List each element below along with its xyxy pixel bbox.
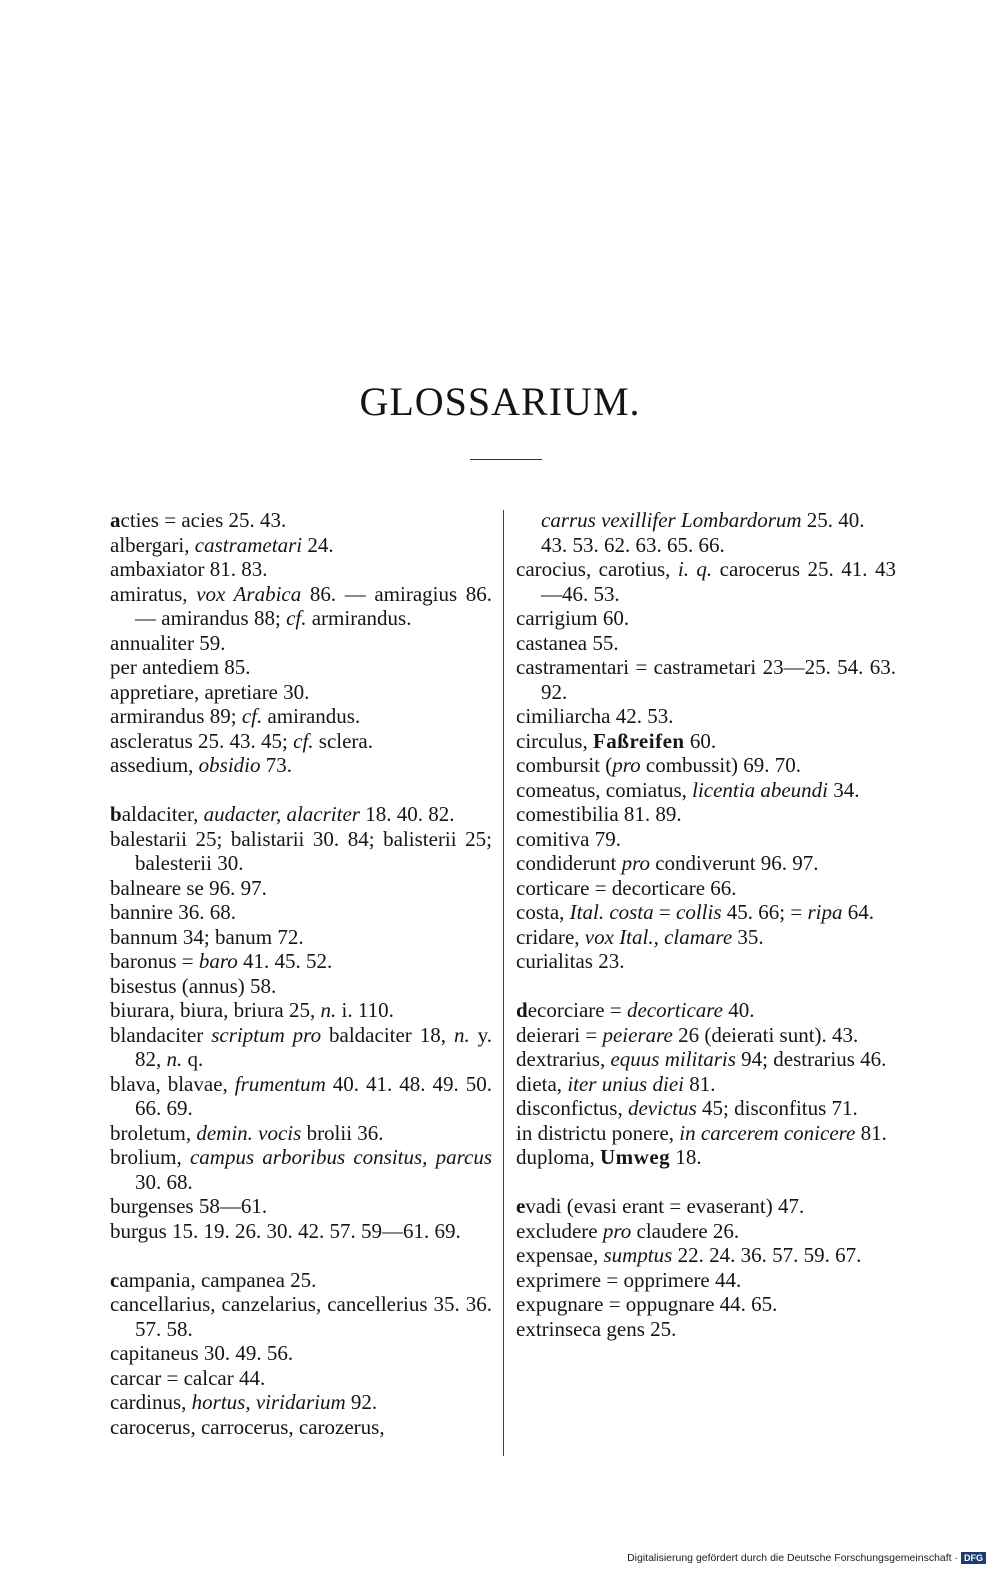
entry-text: carrigium 60. <box>516 606 630 630</box>
italic-gloss: frumentum <box>234 1071 326 1096</box>
entry-text: burgenses 58—61. <box>110 1194 268 1218</box>
entry-text: claudere 26. <box>631 1218 740 1243</box>
entry-text: cimiliarcha 42. 53. <box>516 704 674 728</box>
entry-text: 18. 40. 82. <box>359 802 455 826</box>
entry-text: duploma, <box>516 1145 600 1169</box>
italic-gloss: collis <box>676 900 722 924</box>
entry-text: expensae, <box>516 1243 604 1267</box>
entry-text: ascleratus 25. 43. 45; <box>110 728 294 753</box>
italic-gloss: pro <box>612 753 641 777</box>
entry-text: q. <box>182 1047 204 1071</box>
glossary-entry <box>516 655 896 704</box>
entry-text: 40. <box>723 998 755 1022</box>
entry-text: albergari, <box>110 532 195 557</box>
italic-gloss: iter unius diei <box>567 1071 684 1096</box>
entry-text: = <box>653 900 676 924</box>
section-gap <box>110 1243 492 1268</box>
entry-text: carcar = calcar 44. <box>110 1365 266 1390</box>
glossary-entry <box>110 1268 492 1293</box>
entry-text: castramentari = castrametari 23—25. 54. 63. 92. <box>516 655 896 704</box>
entry-text: balestarii 25; balistarii 30. 84; balisterii 25; balesterii 30. <box>110 826 492 875</box>
entry-text: armirandus. <box>306 606 412 630</box>
glossary-entry <box>516 557 896 606</box>
glossary-entry <box>516 1047 896 1072</box>
entry-text: 18. <box>670 1145 702 1169</box>
fraktur-gloss: Umweg <box>600 1145 671 1169</box>
italic-gloss: campus arboribus consitus, parcus <box>189 1145 493 1169</box>
italic-gloss: Ital. costa <box>569 900 654 924</box>
footer-text: Digitalisierung gefördert durch die Deutsche Forschungsgemeinschaft · <box>627 1552 958 1564</box>
entry-text: 30. 68. <box>135 1169 193 1194</box>
entry-text: sclera. <box>313 728 373 753</box>
entry-text: capitaneus 30. 49. 56. <box>110 1341 294 1365</box>
glossary-entry <box>110 900 492 925</box>
glossary-entry <box>516 1121 896 1146</box>
italic-gloss: n. <box>320 998 337 1022</box>
glossary-entry <box>516 1268 896 1293</box>
glossary-entry <box>110 631 492 656</box>
entry-text: balneare se 96. 97. <box>110 875 267 900</box>
entry-text: circulus, <box>516 728 593 753</box>
entry-text: cties = acies 25. 43. <box>120 508 287 532</box>
italic-gloss: baro <box>198 949 238 973</box>
entry-text: 45. 66; = <box>721 900 808 924</box>
glossary-entry <box>516 778 896 803</box>
glossary-entry <box>110 974 492 999</box>
entry-text: 81. <box>683 1071 716 1096</box>
italic-gloss: vox Ital., clamare <box>584 924 733 949</box>
entry-text: 86. — amiragius 86. — amirandus 88; <box>135 581 493 630</box>
entry-text: bannire 36. 68. <box>110 900 236 924</box>
italic-gloss: ripa <box>807 900 843 924</box>
glossary-entry <box>516 851 896 876</box>
glossary-entry <box>516 606 896 631</box>
entry-text: brolium, <box>110 1145 190 1169</box>
glossary-entry <box>516 1194 896 1219</box>
entry-text: 60. <box>684 728 717 753</box>
glossary-entry <box>516 1317 896 1342</box>
italic-gloss: decorticare <box>626 998 723 1022</box>
italic-gloss: peierare <box>602 1022 673 1047</box>
glossary-entry <box>516 1023 896 1048</box>
entry-text: biurara, biura, briura 25, <box>110 998 321 1022</box>
entry-text: baldaciter 18, <box>321 1022 454 1047</box>
entry-text: 73. <box>260 753 292 777</box>
entry-text: 45; disconfitus 71. <box>696 1096 858 1120</box>
glossary-entry <box>516 704 896 729</box>
glossary-entry <box>110 753 492 778</box>
entry-text: disconfictus, <box>516 1096 628 1120</box>
entry-text: assedium, <box>110 753 199 777</box>
italic-gloss: i. q. <box>677 557 713 581</box>
glossary-entry <box>110 1415 492 1440</box>
italic-gloss: cf. <box>241 704 263 728</box>
glossary-entry <box>110 876 492 901</box>
column-divider <box>503 510 504 1456</box>
section-gap <box>516 974 896 999</box>
entry-text: dieta, <box>516 1071 568 1096</box>
entry-text: combursit ( <box>516 753 613 777</box>
entry-text: brolii 36. <box>301 1120 384 1145</box>
italic-gloss: in carcerem conicere <box>679 1120 856 1145</box>
entry-text: ambaxiator 81. 83. <box>110 557 268 581</box>
glossary-entry <box>110 1219 492 1244</box>
italic-gloss: pro <box>602 1218 632 1243</box>
entry-text: 41. 45. 52. <box>237 949 333 973</box>
entry-text: annualiter 59. <box>110 630 226 655</box>
glossary-entry <box>110 1145 492 1194</box>
entry-text: comeatus, comiatus, <box>516 777 693 802</box>
page-title: GLOSSARIUM. <box>359 379 641 424</box>
italic-gloss: equus militaris <box>610 1047 736 1071</box>
entry-text: expugnare = oppugnare 44. 65. <box>516 1292 778 1316</box>
entry-text: armirandus 89; <box>110 704 242 728</box>
glossary-column-right <box>516 508 896 1341</box>
entry-text: curialitas 23. <box>516 949 625 973</box>
entry-text: ecorciare = <box>527 998 627 1022</box>
dfg-logo: DFG <box>961 1552 986 1564</box>
entry-text: carocius, carotius, <box>516 557 678 581</box>
glossary-entry <box>516 729 896 754</box>
entry-text: 34. <box>828 777 860 802</box>
entry-text: burgus 15. 19. 26. 30. 42. 57. 59—61. 69. <box>110 1218 461 1243</box>
entry-text: cancellarius, canzelarius, cancellerius 35. 36. 57. 58. <box>110 1292 492 1341</box>
entry-text: 35. <box>732 924 764 949</box>
glossary-entry <box>516 827 896 852</box>
glossary-entry <box>110 655 492 680</box>
glossary-entry <box>516 631 896 656</box>
entry-text: 92. <box>345 1390 378 1414</box>
entry-text: amiratus, <box>110 581 197 606</box>
glossary-entry <box>110 802 492 827</box>
entry-text: y. 82, <box>135 1022 493 1071</box>
entry-text: bisestus (annus) 58. <box>110 973 277 998</box>
entry-text: carocerus, carrocerus, carozerus, <box>110 1414 385 1439</box>
italic-gloss: n. <box>453 1022 470 1047</box>
section-initial: a <box>110 508 121 532</box>
entry-text: 81. <box>855 1120 887 1145</box>
entry-text: condiverunt 96. 97. <box>649 851 819 875</box>
entry-text: broletum, <box>110 1120 197 1145</box>
italic-gloss: licentia abeundi <box>692 777 829 802</box>
entry-text: deierari = <box>516 1022 603 1047</box>
glossary-entry <box>516 1219 896 1244</box>
italic-gloss: pro <box>621 851 650 875</box>
entry-text: exprimere = opprimere 44. <box>516 1267 742 1292</box>
entry-text: per antediem 85. <box>110 655 251 679</box>
italic-gloss: obsidio <box>198 753 261 777</box>
glossary-entry <box>110 582 492 631</box>
entry-text: 25. 40. 43. 53. 62. 63. 65. 66. <box>541 508 865 557</box>
section-gap <box>110 778 492 803</box>
section-initial: d <box>516 998 528 1022</box>
glossary-entry <box>516 1243 896 1268</box>
glossary-entry <box>516 1292 896 1317</box>
italic-gloss: hortus, viridarium <box>191 1390 346 1414</box>
entry-text: 26 (deierati sunt). 43. <box>672 1022 859 1047</box>
entry-text: cardinus, <box>110 1390 192 1414</box>
glossary-column-left <box>110 508 492 1439</box>
section-gap <box>516 1170 896 1195</box>
entry-text: appretiare, apretiare 30. <box>110 679 310 704</box>
italic-gloss: carrus vexillifer Lombardorum <box>541 508 802 532</box>
section-initial: b <box>110 802 122 826</box>
glossary-entry <box>110 949 492 974</box>
entry-text: castanea 55. <box>516 630 619 655</box>
entry-text: 64. <box>842 900 874 924</box>
glossary-entry <box>110 1072 492 1121</box>
glossary-entry <box>110 827 492 876</box>
title-rule <box>470 459 542 460</box>
glossary-entry <box>110 1194 492 1219</box>
glossary-entry <box>110 1292 492 1341</box>
entry-text: i. 110. <box>336 998 394 1022</box>
italic-gloss: castrametari <box>194 532 303 557</box>
glossary-entry <box>516 1096 896 1121</box>
entry-text: blandaciter <box>110 1022 212 1047</box>
glossary-entry <box>110 557 492 582</box>
glossary-entry <box>110 1366 492 1391</box>
entry-text: 40. 41. 48. 49. 50. 66. 69. <box>135 1071 492 1120</box>
entry-text: combussit) 69. 70. <box>640 753 802 777</box>
glossary-entry <box>110 1390 492 1415</box>
section-initial: e <box>516 1194 526 1218</box>
entry-text: costa, <box>516 900 570 924</box>
glossary-entry <box>110 1023 492 1072</box>
digitization-footer <box>627 1552 986 1564</box>
entry-text: blava, blavae, <box>110 1071 235 1096</box>
entry-text: in districtu ponere, <box>516 1120 680 1145</box>
glossary-entry <box>516 900 896 925</box>
entry-text: vadi (evasi erant = evaserant) 47. <box>525 1194 805 1218</box>
entry-text: 94; destrarius 46. <box>735 1047 887 1071</box>
glossary-entry <box>516 802 896 827</box>
entry-text: extrinseca gens 25. <box>516 1316 677 1341</box>
glossary-entry <box>110 729 492 754</box>
entry-text: excludere <box>516 1218 603 1243</box>
glossary-entry <box>110 533 492 558</box>
glossary-entry <box>110 704 492 729</box>
entry-text: 22. 24. 36. 57. 59. 67. <box>672 1243 862 1267</box>
entry-text: 24. <box>302 532 334 557</box>
entry-text: comestibilia 81. 89. <box>516 802 682 826</box>
glossary-entry <box>110 925 492 950</box>
glossary-entry <box>110 1341 492 1366</box>
glossary-entry <box>516 876 896 901</box>
italic-gloss: sumptus <box>603 1243 673 1267</box>
italic-gloss: n. <box>166 1047 183 1071</box>
glossary-entry <box>516 949 896 974</box>
entry-text: dextrarius, <box>516 1047 611 1071</box>
fraktur-gloss: Faßreifen <box>592 728 685 753</box>
italic-gloss: devictus <box>627 1096 697 1120</box>
glossary-entry <box>516 998 896 1023</box>
glossary-entry <box>110 998 492 1023</box>
entry-text: amirandus. <box>262 704 361 728</box>
italic-gloss: cf. <box>293 728 314 753</box>
entry-text: aldaciter, <box>121 802 204 826</box>
entry-text: corticare = decorticare 66. <box>516 875 737 900</box>
entry-text: ampania, campanea 25. <box>119 1267 317 1292</box>
entry-text: carocerus 25. 41. 43—46. 53. <box>541 557 896 606</box>
glossary-entry <box>516 925 896 950</box>
entry-text: baronus = <box>110 949 199 973</box>
italic-gloss: audacter, alacriter <box>203 802 360 826</box>
glossary-entry <box>516 1145 896 1170</box>
entry-text: bannum 34; banum 72. <box>110 924 304 949</box>
glossary-entry <box>110 508 492 533</box>
italic-gloss: scriptum pro <box>211 1022 322 1047</box>
glossary-entry <box>110 680 492 705</box>
section-initial: c <box>110 1267 120 1292</box>
italic-gloss: vox Arabica <box>196 581 302 606</box>
glossary-entry <box>516 1072 896 1097</box>
glossary-entry <box>110 1121 492 1146</box>
entry-text: condiderunt <box>516 851 622 875</box>
entry-text: cridare, <box>516 924 585 949</box>
glossary-entry <box>516 753 896 778</box>
entry-text: comitiva 79. <box>516 826 621 851</box>
glossary-entry-continuation <box>516 508 896 557</box>
italic-gloss: demin. vocis <box>196 1120 302 1145</box>
italic-gloss: cf. <box>286 606 307 630</box>
